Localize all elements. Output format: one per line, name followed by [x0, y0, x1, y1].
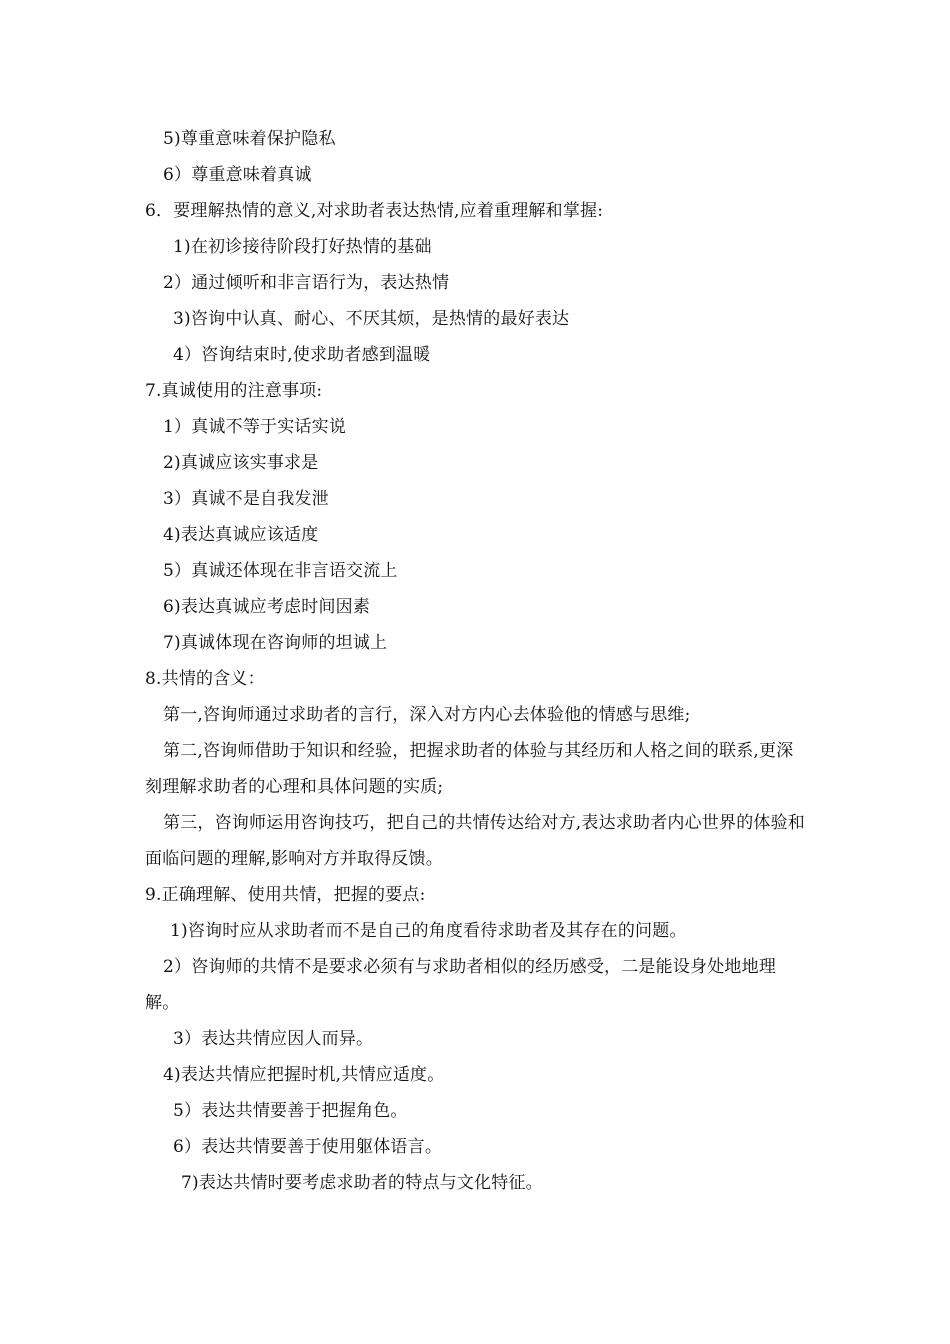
text-line: 4)表达共情应把握时机,共情应适度。 [163, 1065, 445, 1085]
text-line: 1)咨询时应从求助者而不是自己的角度看待求助者及其存在的问题。 [170, 921, 687, 941]
section-heading: 9.正确理解、使用共情，把握的要点: [145, 885, 426, 905]
paragraph: 第二,咨询师借助于知识和经验，把握求助者的体验与其经历和人格之间的联系,更深刻理解求助者的心理和具体问题的实质; [145, 741, 794, 797]
text-line: 3）表达共情应因人而异。 [173, 1029, 374, 1049]
text-line: 2)真诚应该实事求是 [163, 453, 319, 473]
text-line: 3)咨询中认真、耐心、不厌其烦，是热情的最好表达 [173, 309, 570, 329]
text-line: 4）咨询结束时,使求助者感到温暖 [173, 345, 431, 365]
text-line: 3）真诚不是自我发泄 [163, 489, 329, 509]
text-line: 1)在初诊接待阶段打好热情的基础 [173, 237, 432, 257]
text-line: 4)表达真诚应该适度 [163, 525, 319, 545]
section-heading: 6．要理解热情的意义,对求助者表达热情,应着重理解和掌握: [145, 201, 604, 221]
paragraph: 2）咨询师的共情不是要求必须有与求助者相似的经历感受，二是能设身处地地理解。 [145, 957, 777, 1013]
text-line: 2）通过倾听和非言语行为，表达热情 [163, 273, 450, 293]
section-heading: 8.共情的含义： [145, 669, 265, 689]
text-line: 1）真诚不等于实话实说 [163, 417, 347, 437]
text-line: 5）表达共情要善于把握角色。 [173, 1101, 408, 1121]
section-heading: 7.真诚使用的注意事项: [145, 381, 323, 401]
text-line: 6）尊重意味着真诚 [163, 165, 312, 185]
text-line: 6)表达真诚应考虑时间因素 [163, 597, 371, 617]
text-line: 第一,咨询师通过求助者的言行，深入对方内心去体验他的情感与思维; [163, 705, 691, 725]
text-line: 6）表达共情要善于使用躯体语言。 [173, 1137, 443, 1157]
text-line: 7)真诚体现在咨询师的坦诚上 [163, 633, 388, 653]
paragraph: 第三，咨询师运用咨询技巧，把自己的共情传达给对方,表达求助者内心世界的体验和面临问题的理解,影响对方并取得反馈。 [145, 813, 806, 869]
text-line: 7)表达共情时要考虑求助者的特点与文化特征。 [181, 1173, 543, 1193]
text-line: 5）真诚还体现在非言语交流上 [163, 561, 398, 581]
text-line: 5)尊重意味着保护隐私 [163, 129, 336, 149]
